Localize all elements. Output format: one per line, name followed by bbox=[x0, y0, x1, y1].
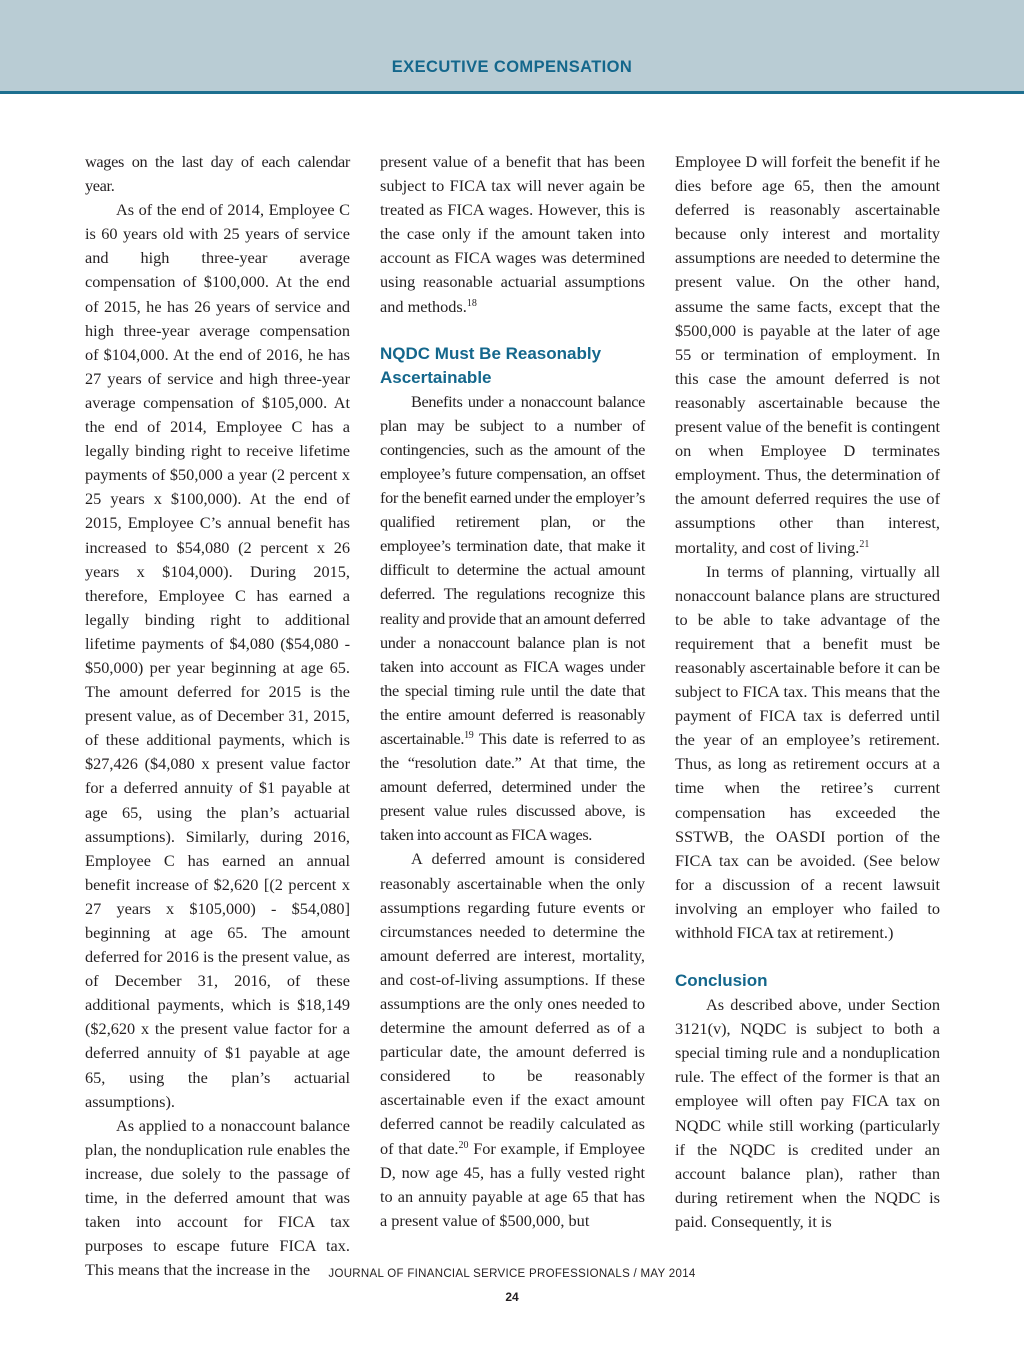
header-rule bbox=[0, 91, 1024, 94]
paragraph-text: Employee D will forfeit the benefit if he dies before age 65, then the amount deferred is reasonably ascertainable because only interest and mortality assumptions are needed to determine the present value. On the other hand, assume the same facts, except that the $500,000 is payable at the later of age 55 or termination of employment. In this case the amount deferred is not reasonably ascertainable because the present value of the benefit is contingent on when Employee D terminates employment. Thus, the determination of the amount deferred requires the use of assumptions other than interest, mortality, and cost of living. bbox=[675, 152, 940, 557]
paragraph bbox=[380, 847, 645, 1233]
footnote-ref: 18 bbox=[466, 297, 477, 309]
paragraph bbox=[675, 150, 940, 560]
paragraph-text: This date is referred to as the “resolution date.” At that time, the amount deferred, determined under the present value rules discussed above, is taken into account as FICA wages. bbox=[380, 728, 645, 845]
footnote-ref: 20 bbox=[458, 1139, 469, 1151]
paragraph bbox=[380, 150, 645, 319]
section-heading: NQDC Must Be Reasonably Ascertainable bbox=[380, 343, 602, 387]
paragraph-text: present value of a benefit that has been subject to FICA tax will never again be treated as FICA wages. However, this is the case only if the amount taken into account as FICA wages was determined using reasonable actuarial assumptions and methods. bbox=[380, 152, 645, 316]
paragraph: wages on the last day of each calendar year. bbox=[85, 152, 350, 196]
column-3 bbox=[675, 150, 940, 1234]
paragraph: As described above, under Section 3121(v), NQDC is subject to both a special timing rule and a nonduplication rule. The effect of the former is that an employee will often pay FICA tax on NQDC while still working (particularly if the NQDC is credited under an account balance plan), rather than during retirement when the NQDC is paid. Consequently, it is bbox=[675, 995, 940, 1231]
paragraph: As of the end of 2014, Employee C is 60 years old with 25 years of service and high three-year average compensation of $100,000. At the end of 2015, he has 26 years of service and high three-year average compensation of $104,000. At the end of 2016, he has 27 years of service and high three-year average compensation of $105,000. At the end of 2014, Employee C has a legally binding right to receive lifetime payments of $50,000 a year (2 percent x 25 years x $100,000). At the end of 2015, Employee C’s annual benefit has increased to $54,080 (2 percent x 26 years x $104,000). During 2015, therefore, Employee C has earned a legally binding right to additional lifetime payments of $4,080 ($54,080 - $50,000) per year beginning at age 65. The amount deferred for 2015 is the present value, as of December 31, 2015, of these additional payments, which is $27,426 ($4,080 x present value factor for a deferred annuity of $1 payable at age 65, using the plan’s actuarial assumptions). Similarly, during 2016, Employee C has earned an annual benefit increase of $2,620 [(2 percent x 27 years x $105,000) - $54,080] beginning at age 65. The amount deferred for 2016 is the present value, as of December 31, 2016, of these additional payments, which is $18,149 ($2,620 x the present value factor for a deferred annuity of $1 payable at age 65, using the plan’s actuarial assumptions). bbox=[85, 200, 350, 1111]
column-2 bbox=[380, 150, 645, 1233]
footnote-ref: 21 bbox=[859, 538, 870, 550]
paragraph: As applied to a nonaccount balance plan, the nonduplication rule enables the increase, due solely to the passage of time, in the deferred amount that was taken into account for FICA tax purposes to escape future FICA tax. This means that the increase in the bbox=[85, 1115, 350, 1280]
section-title: EXECUTIVE COMPENSATION bbox=[391, 58, 633, 76]
header-band bbox=[0, 0, 1024, 91]
section-heading: Conclusion bbox=[675, 971, 768, 991]
footer-journal-line: JOURNAL OF FINANCIAL SERVICE PROFESSIONALS / MAY 2014 bbox=[328, 1268, 696, 1280]
column-1 bbox=[85, 150, 350, 1282]
paragraph bbox=[380, 390, 645, 848]
paragraph-text: Benefits under a nonaccount balance plan may be subject to a number of contingencies, such as the amount of the employee’s future compensation, an offset for the benefit earned under the employer’s qualified retirement plan, or the employee’s termination date, that make it difficult to determine the actual amount deferred. The regulations recognize this reality and provide that an amount deferred under a nonaccount balance plan is not taken into account as FICA wages under the special timing rule until the date that the entire amount deferred is reasonably ascertainable. bbox=[380, 391, 645, 748]
page-number: 24 bbox=[505, 1290, 519, 1304]
paragraph-text: For example, if Employee D, now age 45, has a fully vested right to an annuity payable at age 65 that has a present value of $500,000, but bbox=[380, 1138, 645, 1230]
paragraph: In terms of planning, virtually all nonaccount balance plans are structured to be able to take advantage of the requirement that a benefit must be reasonably ascertainable before it can be subject to FICA tax. This means that the payment of FICA tax is deferred until the year of an employee’s retirement. Thus, as long as retirement occurs at a time when the retiree’s current compensation has exceeded the SSTWB, the OASDI portion of the FICA tax can be avoided. (See below for a discussion of a recent lawsuit involving an employer who failed to withhold FICA tax at retirement.) bbox=[675, 561, 940, 942]
footnote-ref: 19 bbox=[464, 729, 474, 741]
paragraph-text: A deferred amount is considered reasonably ascertainable when the only assumptions regarding future events or circumstances needed to determine the amount deferred are interest, mortality, and cost-of-living assumptions. If these assumptions are the only ones needed to determine the amount deferred as of a particular date, the amount deferred is considered to be reasonably ascertainable even if the exact amount deferred cannot be readily calculated as of that date. bbox=[380, 849, 645, 1158]
